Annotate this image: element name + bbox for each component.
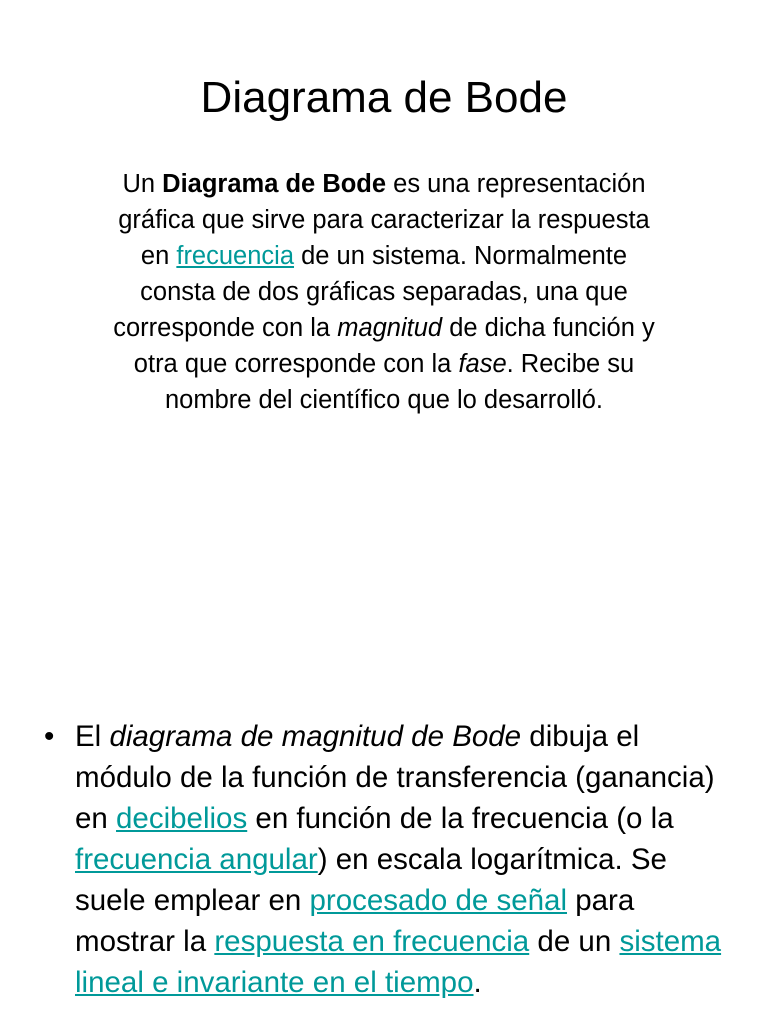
intro-paragraph (110, 166, 658, 418)
link-frecuencia-angular[interactable]: frecuencia angular (75, 843, 318, 876)
intro-italic-magnitud: magnitud (337, 314, 443, 342)
intro-italic-fase: fase (458, 350, 507, 378)
bullet-text-2: dibuja el módulo de la función de transferencia (ganancia) en (75, 720, 715, 835)
bullet-item (44, 716, 724, 1003)
intro-text-2: es una representación gráfica que sirve para caracterizar la respuesta en (118, 170, 650, 270)
intro-text-3: de un sistema. Normalmente consta de dos gráficas separadas, una que corresponde con la (113, 242, 628, 342)
intro-bold-term: Diagrama de Bode (162, 170, 387, 198)
bullet-italic-term: diagrama de magnitud de Bode (109, 720, 522, 753)
page-title: Diagrama de Bode (200, 73, 568, 122)
bullet-text-3: en función de la frecuencia (o la (247, 802, 674, 835)
intro-text-5: . Recibe su nombre del científico que lo desarrolló. (165, 350, 635, 414)
bullet-marker: • (44, 720, 55, 753)
bullet-text (75, 716, 724, 1003)
link-sistema-lineal[interactable]: sistema lineal e invariante en el tiempo (75, 925, 722, 999)
link-respuesta-en-frecuencia[interactable]: respuesta en frecuencia (214, 925, 530, 958)
bullet-text-7: . (473, 966, 482, 999)
bullet-text-1: El (75, 720, 110, 753)
intro-text-4: de dicha función y otra que corresponde con la (133, 314, 655, 378)
link-frecuencia[interactable]: frecuencia (176, 242, 295, 270)
intro-text-1: Un (122, 170, 163, 198)
bullet-text-4: ) en escala logarítmica. Se suele emplear en (75, 843, 667, 917)
link-procesado-de-senal[interactable]: procesado de señal (309, 884, 568, 917)
link-decibelios[interactable]: decibelios (116, 802, 248, 835)
bullet-text-6: de un (529, 925, 620, 958)
bullet-text-5: para mostrar la (75, 884, 635, 958)
